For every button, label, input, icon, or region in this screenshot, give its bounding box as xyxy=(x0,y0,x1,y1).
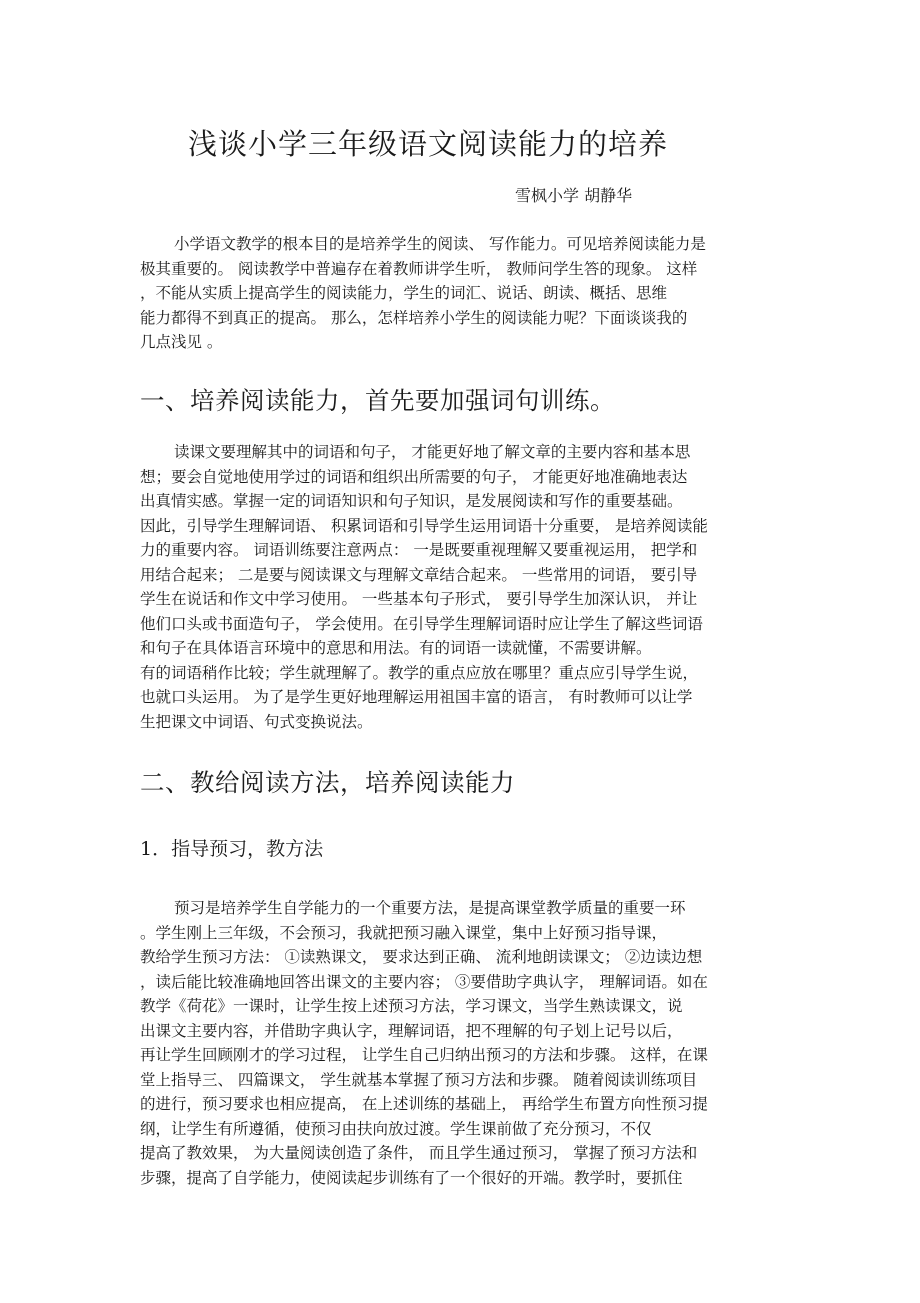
paragraph-line: 生把课文中词语、句式变换说法。 xyxy=(140,712,373,731)
paragraph-line: 出课文主要内容，并借助字典认字，理解词语，把不理解的句子划上记号以后， xyxy=(140,1021,683,1040)
paragraph-line: 读课文要理解其中的词语和句子， 才能更好地了解文章的主要内容和基本思 xyxy=(174,443,691,461)
paragraph-line: 有的词语稍作比较；学生就理解了。教学的重点应放在哪里？重点应引导学生说， xyxy=(140,663,699,682)
section-1-heading: 一、培养阅读能力，首先要加强词句训练。 xyxy=(140,386,615,415)
paragraph-line: 提高了教效果， 为大量阅读创造了条件， 而且学生通过预习， 掌握了预习方法和 xyxy=(140,1144,698,1162)
paragraph-line: 再让学生回顾刚才的学习过程， 让学生自己归纳出预习的方法和步骤。 这样，在课 xyxy=(140,1046,708,1064)
section-2-heading: 二、教给阅读方法，培养阅读能力 xyxy=(140,768,515,797)
paragraph-line: 他们口头或书面造句子， 学会使用。在引导学生理解词语时应让学生了解这些词语 xyxy=(140,614,703,633)
paragraph-line: 纲，让学生有所遵循，使预习由扶向放过渡。学生课前做了充分预习，不仅 xyxy=(140,1119,652,1138)
paragraph-line: ，读后能比较准确地回答出课文的主要内容； ③要借助字典认字， 理解词语。如在 xyxy=(140,972,708,991)
paragraph-line: 教学《荷花》一课时，让学生按上述预习方法，学习课文，当学生熟读课文，说 xyxy=(140,997,683,1015)
paragraph-line: 的进行，预习要求也相应提高， 在上述训练的基础上， 再给学生布置方向性预习提 xyxy=(140,1095,708,1113)
section-1-paragraph xyxy=(140,440,780,734)
paragraph-line: 步骤，提高了自学能力，使阅读起步训练有了一个很好的开端。教学时，要抓住 xyxy=(140,1168,683,1187)
paragraph-line: 。学生刚上三年级，不会预习，我就把预习融入课堂，集中上好预习指导课， xyxy=(140,923,668,942)
intro-paragraph xyxy=(140,232,780,355)
paragraph-line: 因此，引导学生理解词语、 积累词语和引导学生运用词语十分重要， 是培养阅读能 xyxy=(140,516,708,535)
paragraph-line: 力的重要内容。 词语训练要注意两点： 一是既要重视理解又要重视运用， 把学和 xyxy=(140,541,698,559)
paragraph-line: 想；要会自觉地使用学过的词语和组织出所需要的句子， 才能更好地准确地表达 xyxy=(140,467,688,486)
author-line: 雪枫小学 胡静华 xyxy=(515,186,633,205)
paragraph-line: 出真情实感。掌握一定的词语知识和句子知识，是发展阅读和写作的重要基础。 xyxy=(140,492,683,510)
paragraph-line: 小学语文教学的根本目的是培养学生的阅读、 写作能力。可见培养阅读能力是 xyxy=(174,235,706,253)
section-2-paragraph xyxy=(140,896,780,1190)
paragraph-line: 学生在说话和作文中学习使用。 一些基本句子形式， 要引导学生加深认识， 并让 xyxy=(140,590,698,608)
paragraph-line: 和句子在具体语言环境中的意思和用法。有的词语一读就懂，不需要讲解。 xyxy=(140,639,652,657)
paragraph-line: 几点浅见 。 xyxy=(140,333,223,351)
section-2-subheading: 1．指导预习，教方法 xyxy=(140,838,324,860)
paragraph-line: 堂上指导三、 四篇课文， 学生就基本掌握了预习方法和步骤。 随着阅读训练项目 xyxy=(140,1070,698,1089)
document-title: 浅谈小学三年级语文阅读能力的培养 xyxy=(188,127,669,161)
paragraph-line: 也就口头运用。 为了是学生更好地理解运用祖国丰富的语言， 有时教师可以让学 xyxy=(140,688,693,706)
paragraph-line: 教给学生预习方法： ①读熟课文， 要求达到正确、 流利地朗读课文； ②边读边想 xyxy=(140,948,703,966)
paragraph-line: 极其重要的。 阅读教学中普遍存在着教师讲学生听， 教师问学生答的现象。 这样 xyxy=(140,259,698,278)
paragraph-line: 预习是培养学生自学能力的一个重要方法，是提高课堂教学质量的重要一环 xyxy=(174,899,686,917)
paragraph-line: ，不能从实质上提高学生的阅读能力，学生的词汇、说话、朗读、概括、思维 xyxy=(140,284,668,302)
paragraph-line: 用结合起来； 二是要与阅读课文与理解文章结合起来。 一些常用的词语， 要引导 xyxy=(140,565,698,584)
paragraph-line: 能力都得不到真正的提高。 那么，怎样培养小学生的阅读能力呢？下面谈谈我的 xyxy=(140,308,688,327)
